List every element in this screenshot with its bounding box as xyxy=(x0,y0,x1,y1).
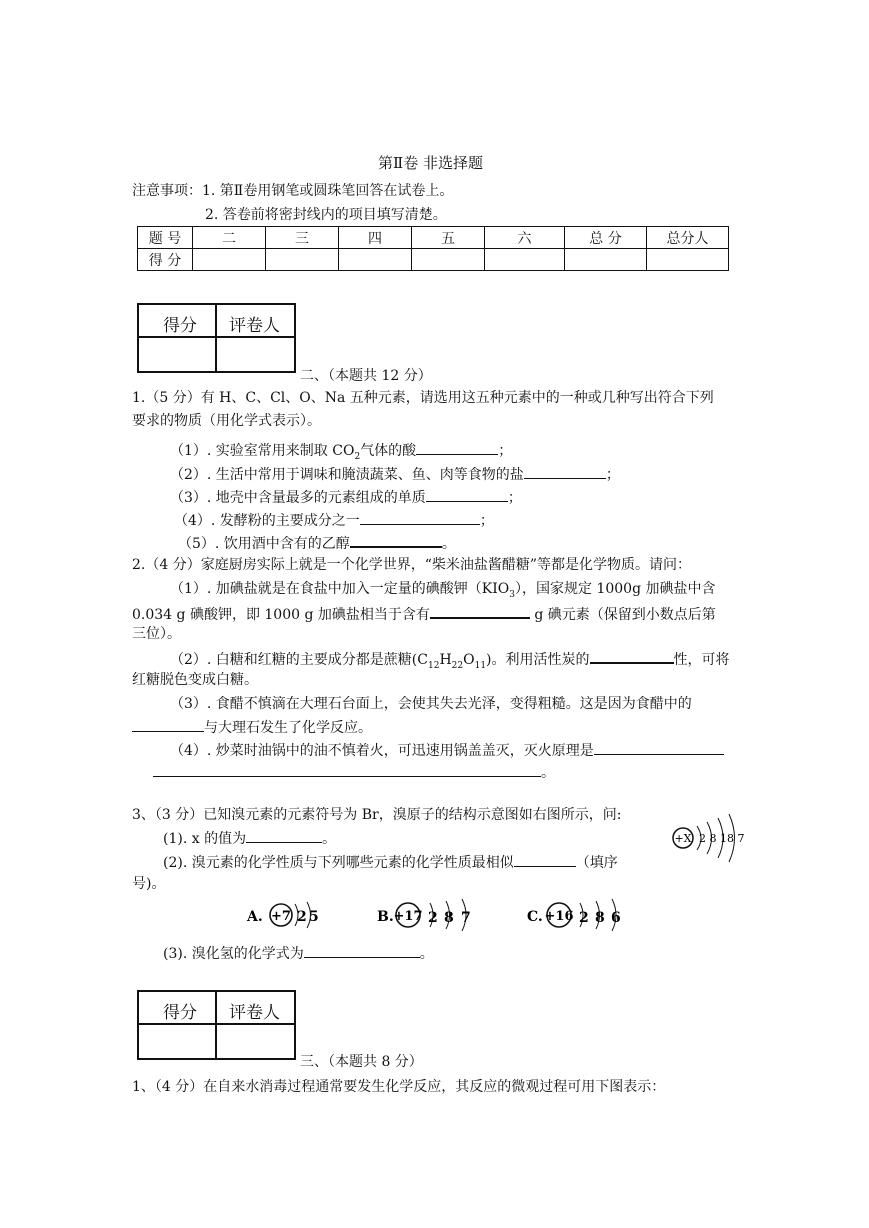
answer-blank[interactable] xyxy=(514,852,576,867)
option-b-nucleus: +17 xyxy=(393,909,423,924)
answer-blank[interactable] xyxy=(426,487,508,502)
score-table-header-cell: 五 xyxy=(412,227,485,249)
q1-stem-2: 要求的物质（用化学式表示）。 xyxy=(132,413,321,429)
bromine-shells-label: 2 8 18 7 xyxy=(699,832,745,845)
score-cell[interactable] xyxy=(339,249,412,271)
bromine-atom-diagram xyxy=(665,808,755,868)
q1-stem-1: 1.（5 分）有 H、C、Cl、O、Na 五种元素，请选用这五种元素中的一种或几种写出符合下列 xyxy=(132,390,714,406)
part3-q1-stem: 1、（4 分）在自来水消毒过程通常要发生化学反应，其反应的微观过程可用下图表示： xyxy=(132,1079,666,1095)
q2-sub-1: （1）. 加碘盐就是在食盐中加入一定量的碘酸钾$(KIO_3)$，国家规定 1000g 加碘盐中含 xyxy=(170,581,716,600)
option-b-shell: 8 xyxy=(444,910,454,926)
answer-blank[interactable] xyxy=(132,717,204,732)
notice-line-2: 2. 答卷前将密封线内的项目填写清楚。 xyxy=(205,207,447,223)
grader-name-cell[interactable] xyxy=(217,1025,294,1058)
q1-sub-4: （4）. 发酵粉的主要成分之一 ； xyxy=(174,510,494,530)
q2-sub-2-cont: 红糖脱色变成白糖。 xyxy=(132,672,258,688)
section-title: 第Ⅱ卷 非选择题 xyxy=(378,154,483,172)
grader-box xyxy=(137,303,296,373)
score-cell[interactable] xyxy=(412,249,485,271)
q3-sub-3: (3). 溴化氢的化学式为 。 xyxy=(163,943,434,963)
score-cell[interactable] xyxy=(647,249,729,271)
grader-score-label: 得分 xyxy=(163,316,197,336)
grader-name-cell[interactable] xyxy=(217,338,294,371)
score-table-header-cell: 三 xyxy=(266,227,339,249)
q3-sub-2: (2). 溴元素的化学性质与下列哪些元素的化学性质最相似 （填序 xyxy=(163,852,618,872)
answer-blank[interactable] xyxy=(153,762,541,777)
score-table-header-cell: 总分人 xyxy=(647,227,729,249)
score-table-header-cell: 二 xyxy=(193,227,266,249)
option-c-shell: 2 xyxy=(579,910,589,926)
grader-name-label: 评卷人 xyxy=(229,1003,280,1023)
q1-sub-3: （3）. 地壳中含量最多的元素组成的单质 ； xyxy=(170,487,522,507)
q1-sub-2: （2）. 生活中常用于调味和腌渍蔬菜、鱼、肉等食物的盐 ； xyxy=(170,464,620,484)
option-a-shell: 2 xyxy=(297,909,307,925)
score-table-header-cell: 六 xyxy=(485,227,565,249)
option-c-shell: 6 xyxy=(611,910,621,926)
q3-sub-2-cont: 号)。 xyxy=(132,876,166,892)
option-b-shell: 7 xyxy=(461,910,471,926)
score-table-score-row xyxy=(138,249,729,271)
option-a-nucleus: +7 xyxy=(271,909,291,924)
answer-blank[interactable] xyxy=(524,464,606,479)
part3-heading: 三、（本题共 8 分） xyxy=(300,1054,423,1070)
option-c-label: C. xyxy=(527,909,543,925)
option-b-label: B. xyxy=(377,909,394,925)
answer-blank[interactable] xyxy=(360,510,480,525)
q1-sub-1: （1）. 实验室常用来制取 $CO_2$气体的酸 ； xyxy=(170,440,512,466)
q2-sub-4-cont: 。 xyxy=(153,762,555,782)
option-a-label: A. xyxy=(247,909,263,925)
answer-blank[interactable] xyxy=(246,828,322,843)
grader-score-cell[interactable] xyxy=(139,338,215,371)
grader-box xyxy=(137,990,296,1060)
score-cell[interactable] xyxy=(193,249,266,271)
score-table-header-cell: 总 分 xyxy=(565,227,647,249)
q2-sub-1-cont: 0.034 g 碘酸钾，即 1000 g 加碘盐相当于含有 g 碘元素（保留到小数点后第 xyxy=(132,603,716,624)
option-a-diagram xyxy=(245,898,335,932)
answer-blank[interactable] xyxy=(416,440,498,455)
q2-sub-3: （3）. 食醋不慎滴在大理石台面上，会使其失去光泽，变得粗糙。这是因为食醋中的 xyxy=(170,696,692,712)
q2-stem: 2.（4 分）家庭厨房实际上就是一个化学世界，“柴米油盐酱醋糖”等都是化学物质。请问： xyxy=(132,557,692,573)
option-c-diagram xyxy=(525,898,635,932)
score-cell[interactable] xyxy=(565,249,647,271)
option-c-shell: 8 xyxy=(595,910,605,926)
grader-score-cell[interactable] xyxy=(139,1025,215,1058)
notice-line-1: 注意事项：1. 第Ⅱ卷用钢笔或圆珠笔回答在试卷上。 xyxy=(132,183,454,199)
score-table-header-cell: 题 号 xyxy=(138,227,193,249)
q2-sub-2: （2）. 白糖和红糖的主要成分都是蔗糖$(C_{12}H_{22}O_{11})$。利用活性炭的 性，可将 xyxy=(170,648,730,675)
q2-sub-4: （4）. 炒菜时油锅中的油不慎着火，可迅速用锅盖盖灭，灭火原理是 xyxy=(170,740,724,760)
option-b-diagram xyxy=(375,898,485,932)
option-b-shell: 2 xyxy=(428,910,438,926)
answer-blank[interactable] xyxy=(430,603,530,619)
score-cell[interactable] xyxy=(266,249,339,271)
q2-sub-1-end: 三位）。 xyxy=(132,626,181,642)
score-table-header-row xyxy=(138,227,729,249)
answer-blank[interactable] xyxy=(594,740,724,755)
score-table-row-label: 得 分 xyxy=(138,249,193,271)
answer-blank[interactable] xyxy=(350,532,442,548)
score-table-header-cell: 四 xyxy=(339,227,412,249)
q2-sub-3-cont: 与大理石发生了化学反应。 xyxy=(132,717,372,737)
bromine-nucleus-label: +X xyxy=(674,832,692,845)
part2-heading: 二、（本题共 12 分） xyxy=(300,368,432,384)
answer-blank[interactable] xyxy=(304,943,420,958)
score-table xyxy=(137,226,729,271)
option-c-nucleus: +16 xyxy=(544,909,574,924)
score-cell[interactable] xyxy=(485,249,565,271)
q3-sub-1: (1). x 的值为 。 xyxy=(163,828,336,848)
grader-name-label: 评卷人 xyxy=(229,316,280,336)
option-a-shell: 5 xyxy=(309,909,319,925)
answer-blank[interactable] xyxy=(590,648,674,664)
q3-stem: 3、（3 分）已知溴元素的元素符号为 Br，溴原子的结构示意图如右图所示，问: xyxy=(132,807,622,823)
q1-sub-5: （5）. 饮用酒中含有的乙醇 。 xyxy=(178,532,456,553)
grader-score-label: 得分 xyxy=(163,1003,197,1023)
